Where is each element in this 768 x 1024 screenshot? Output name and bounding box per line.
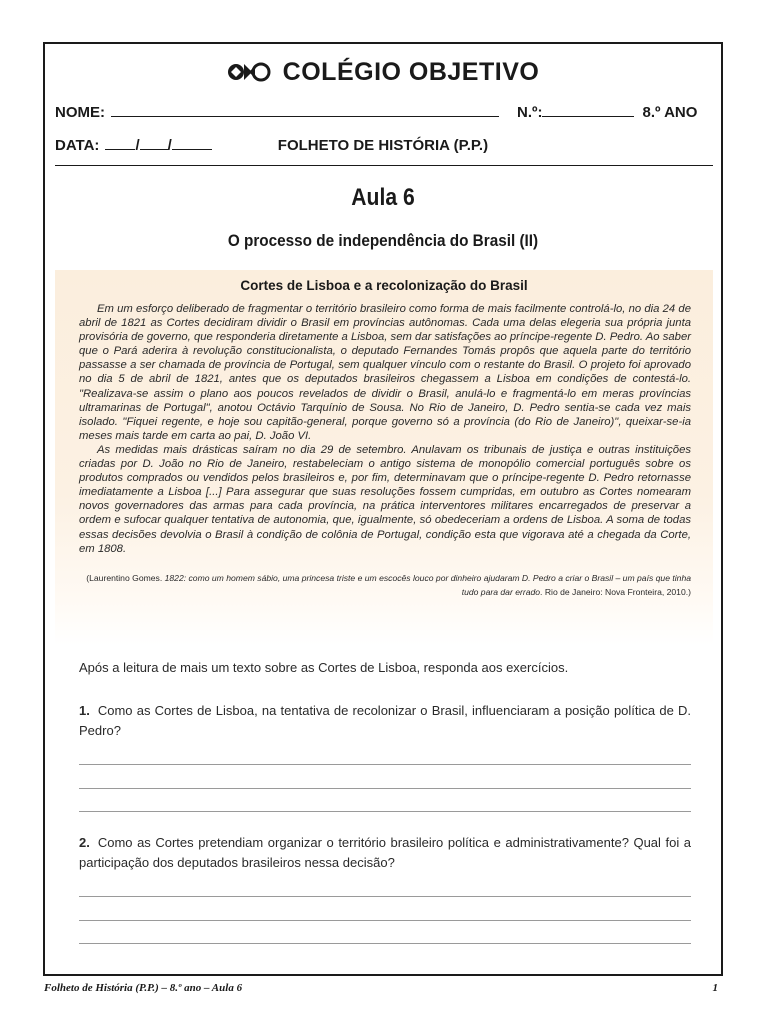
date-separator: /: [135, 137, 140, 154]
question-number: 1.: [79, 703, 90, 718]
date-row: [55, 135, 711, 154]
question-2: [79, 833, 691, 873]
footer-caption: Folheto de História (P.P.) – 8.º ano – Aula 6: [44, 982, 243, 994]
header-divider: [55, 165, 713, 166]
citation-publisher: . Rio de Janeiro: Nova Fronteira, 2010.): [540, 586, 691, 597]
lesson-subtitle: O processo de independência do Brasil (II): [227, 231, 539, 250]
number-field[interactable]: [542, 102, 634, 117]
reading-paragraph: Em um esforço deliberado de fragmentar o território brasileiro como forma de mais facilmente controlá-lo, no dia 24 de abril de 1821 as Cortes decidiram dividir o Brasil em províncias autônomas. Cada uma delas elegeria sua própria junta provisória de governo, que responderia diretamente a Lisboa, sem dar satisfações ao príncipe-regente D. Pedro. Ao saber que o Pará aderira à revolução constitucionalista, o deputado Fernandes Tomás propôs que aquela parte do território passasse a ser chamada de província de Portugal, sem qualquer vínculo com o restante do Brasil. O projeto foi aprovado no dia 5 de abril de 1821, antes que os deputados brasileiros chegassem a Lisboa em condições de contestá-lo. "Realizava-se assim o plano aos poucos revelados de dividir o Brasil, anulá-lo e fragmentá-lo em meras províncias ultramarinas de Portugal", anotou Octávio Tarquínio de Sousa. No Rio de Janeiro, D. Pedro sentia-se cada vez mais isolado. "Fiquei regente, e hoje sou capitão-general, porque governo só a província (do Rio de Janeiro)", queixar-se-ia meses mais tarde em carta ao pai, D. João VI.: [79, 303, 691, 442]
lesson-title: Aula 6: [351, 184, 415, 211]
citation: [79, 572, 691, 599]
answer-line[interactable]: [79, 811, 691, 812]
date-day-field[interactable]: [105, 135, 135, 150]
answer-line[interactable]: [79, 764, 691, 765]
reading-title: Cortes de Lisboa e a recolonização do Brasil: [240, 278, 528, 293]
date-month-field[interactable]: [140, 135, 168, 150]
answer-line[interactable]: [79, 788, 691, 789]
answer-line[interactable]: [79, 896, 691, 897]
name-label: NOME:: [55, 104, 105, 121]
answer-line[interactable]: [79, 943, 691, 944]
school-name: COLÉGIO OBJETIVO: [282, 57, 540, 86]
school-logo-icon: [227, 59, 271, 85]
name-field[interactable]: [111, 102, 499, 117]
reading-text-box: [55, 270, 713, 645]
reading-paragraph: As medidas mais drásticas saíram no dia 29 de setembro. Anulavam os tribunais de justiça e outras instituições criadas por D. João no Rio de Janeiro, restabeleciam o antigo sistema de monopólio comercial português sobre os produtos comprados ou vendidos pelos brasileiros e, por fim, determinavam que o príncipe-regente D. Pedro retornasse imediatamente a Lisboa [...] Para assegurar que suas resoluções fossem cumpridas, em outubro as Cortes nomearam novos governadores das armas para cada província, na prática interventores militares encarregados de preservar a ordem e sufocar qualquer tentativa de autonomia, que, igualmente, só obedeceriam a ordens de Lisboa. A soma de todas essas decisões devolvia o Brasil à condição de colônia de Portugal, condição esta que vigorava até a chegada da Corte, em 1808.: [79, 443, 691, 555]
school-header: [45, 52, 721, 92]
question-text: Como as Cortes pretendiam organizar o território brasileiro política e administrativamente? Qual foi a participação dos deputados brasileiros nessa decisão?: [79, 835, 691, 870]
name-row: [55, 102, 711, 121]
question-number: 2.: [79, 835, 90, 850]
instruction-text: Após a leitura de mais um texto sobre as Cortes de Lisboa, responda aos exercícios.: [79, 660, 569, 675]
reading-body: [79, 302, 691, 556]
question-text: Como as Cortes de Lisboa, na tentativa de recolonizar o Brasil, influenciaram a posição política de D. Pedro?: [79, 703, 691, 738]
answer-line[interactable]: [79, 920, 691, 921]
grade-label: 8.º ANO: [642, 104, 698, 121]
number-label: N.º:: [517, 104, 543, 121]
leaflet-title: FOLHETO DE HISTÓRIA (P.P.): [277, 137, 489, 154]
page-number: 1: [712, 982, 718, 994]
citation-book-title: 1822: como um homem sábio, uma princesa triste e um escocês louco por dinheiro ajudaram D. Pedro a criar o Brasil – um país que tinha tudo para dar errado: [164, 573, 691, 597]
date-year-field[interactable]: [172, 135, 212, 150]
citation-author: (Laurentino Gomes.: [86, 573, 165, 583]
question-1: [79, 701, 691, 741]
worksheet-frame: [43, 42, 723, 976]
date-label: DATA:: [55, 137, 100, 154]
date-separator: /: [167, 137, 172, 154]
